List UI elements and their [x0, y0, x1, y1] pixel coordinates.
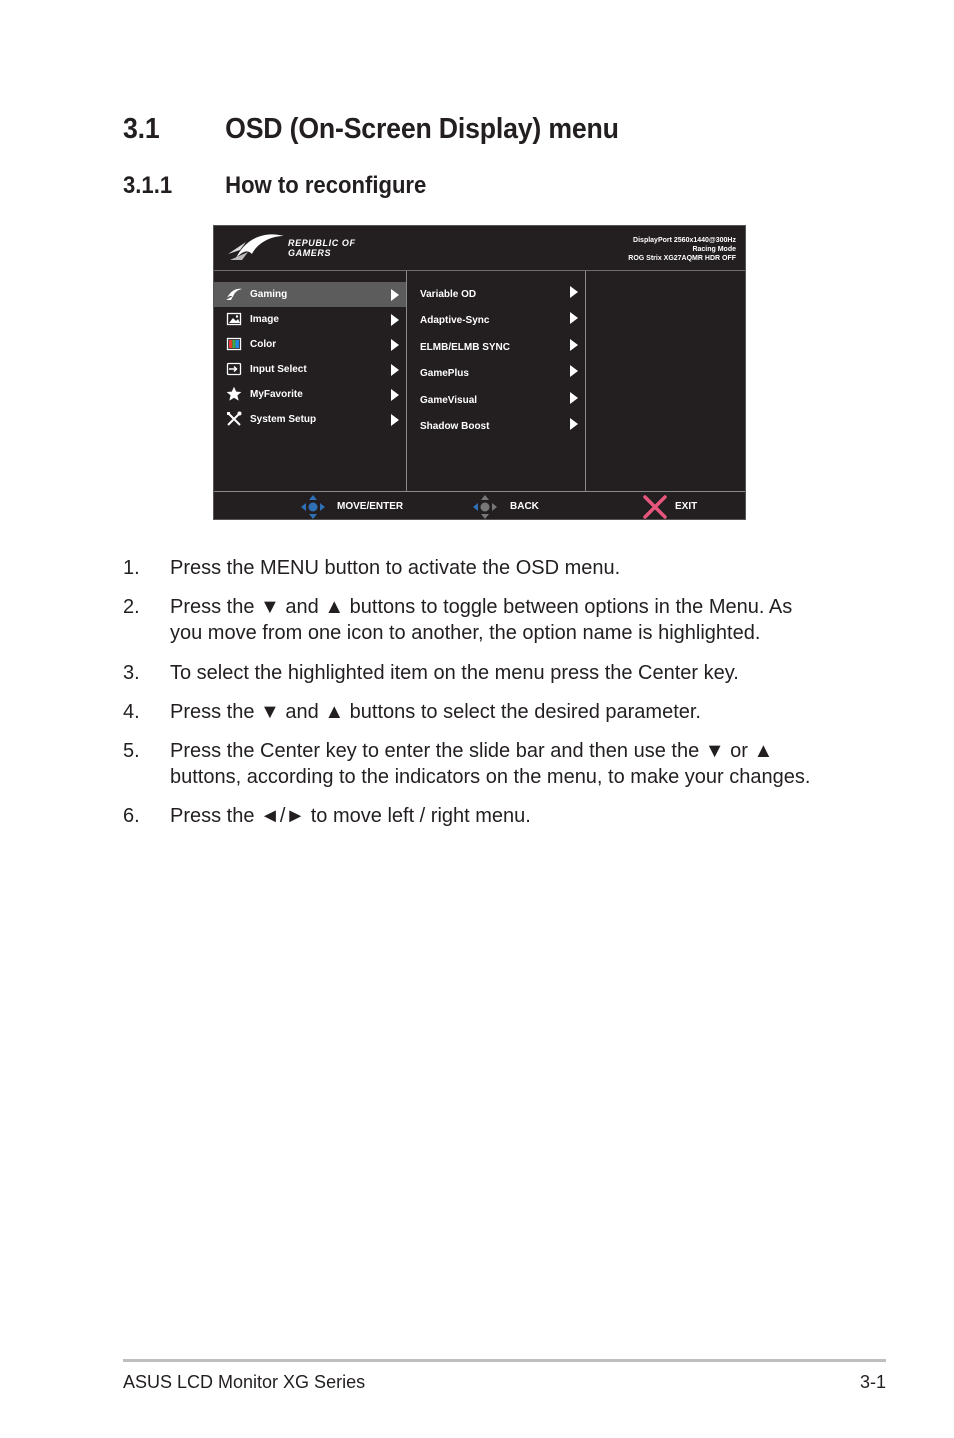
instruction-step: 1. Press the MENU button to activate the OSD menu. — [123, 557, 621, 579]
tools-icon — [226, 411, 242, 427]
subsection-number: 3.1.1 — [123, 172, 173, 199]
rog-logo-icon — [226, 232, 286, 264]
chevron-right-icon — [570, 365, 578, 377]
osd-footer — [214, 491, 745, 520]
chevron-right-icon — [391, 414, 399, 426]
menu-item-system-setup[interactable]: System Setup — [214, 407, 406, 432]
menu-item-myfavorite[interactable]: MyFavorite — [214, 382, 406, 407]
image-icon — [226, 311, 242, 327]
back-nav-icon — [472, 494, 498, 520]
color-icon — [226, 336, 242, 352]
chevron-right-icon — [570, 286, 578, 298]
chevron-right-icon — [391, 289, 399, 301]
rog-brand-text: REPUBLIC OF GAMERS — [288, 238, 356, 258]
instruction-list — [123, 555, 823, 843]
chevron-right-icon — [391, 364, 399, 376]
submenu-item-variable-od[interactable]: Variable OD — [408, 282, 584, 308]
exit-label: EXIT — [675, 501, 698, 512]
chevron-right-icon — [570, 418, 578, 430]
menu-item-color[interactable]: Color — [214, 332, 406, 357]
status-mode: Racing Mode — [692, 246, 736, 253]
footer-document-title: ASUS LCD Monitor XG Series — [123, 1372, 366, 1392]
osd-status — [628, 236, 736, 263]
move-enter-label: MOVE/ENTER — [337, 501, 404, 512]
chevron-right-icon — [391, 339, 399, 351]
instruction-step: 2. Press the ▼ and ▲ buttons to toggle between options in the Menu. As you move from one icon to another, the option name is highlighted. — [123, 596, 793, 645]
chevron-right-icon — [391, 314, 399, 326]
submenu-item-gameplus[interactable]: GamePlus — [408, 361, 584, 387]
status-input: DisplayPort 2560x1440@300Hz — [633, 237, 736, 244]
submenu-item-shadow-boost[interactable]: Shadow Boost — [408, 414, 584, 440]
menu-item-gaming[interactable]: Gaming — [214, 282, 406, 307]
osd-menu-screenshot — [213, 225, 746, 520]
instruction-step: 6. Press the ◄/► to move left / right menu. — [123, 805, 531, 828]
star-icon — [226, 386, 242, 402]
main-menu — [214, 282, 406, 432]
exit-close-icon — [642, 494, 668, 520]
page-number: 3-1 — [859, 1372, 886, 1392]
status-model: ROG Strix XG27AQMR HDR OFF — [628, 255, 736, 262]
instruction-step: 5. Press the Center key to enter the slide bar and then use the ▼ or ▲ buttons, according to the indicators on the menu, to make your changes. — [123, 740, 811, 789]
gaming-icon — [226, 286, 242, 302]
chevron-right-icon — [570, 392, 578, 404]
section-number: 3.1 — [123, 113, 160, 145]
move-enter-nav-icon — [300, 494, 326, 520]
column-divider — [585, 271, 586, 491]
osd-header — [214, 226, 745, 271]
chevron-right-icon — [570, 312, 578, 324]
chevron-right-icon — [391, 389, 399, 401]
submenu-item-adaptive-sync[interactable]: Adaptive-Sync — [408, 308, 584, 334]
sub-menu — [408, 282, 584, 440]
instruction-step: 4. Press the ▼ and ▲ buttons to select the desired parameter. — [123, 700, 701, 723]
subsection-title: How to reconfigure — [225, 172, 427, 199]
submenu-item-elmb[interactable]: ELMB/ELMB SYNC — [408, 335, 584, 361]
menu-item-image[interactable]: Image — [214, 307, 406, 332]
menu-item-input-select[interactable]: Input Select — [214, 357, 406, 382]
section-title: OSD (On-Screen Display) menu — [225, 113, 619, 145]
submenu-item-gamevisual[interactable]: GameVisual — [408, 388, 584, 414]
chevron-right-icon — [570, 339, 578, 351]
back-label: BACK — [510, 501, 539, 512]
footer-divider — [123, 1359, 886, 1362]
column-divider — [406, 271, 407, 491]
input-select-icon — [226, 361, 242, 377]
instruction-step: 3. To select the highlighted item on the menu press the Center key. — [123, 661, 739, 684]
